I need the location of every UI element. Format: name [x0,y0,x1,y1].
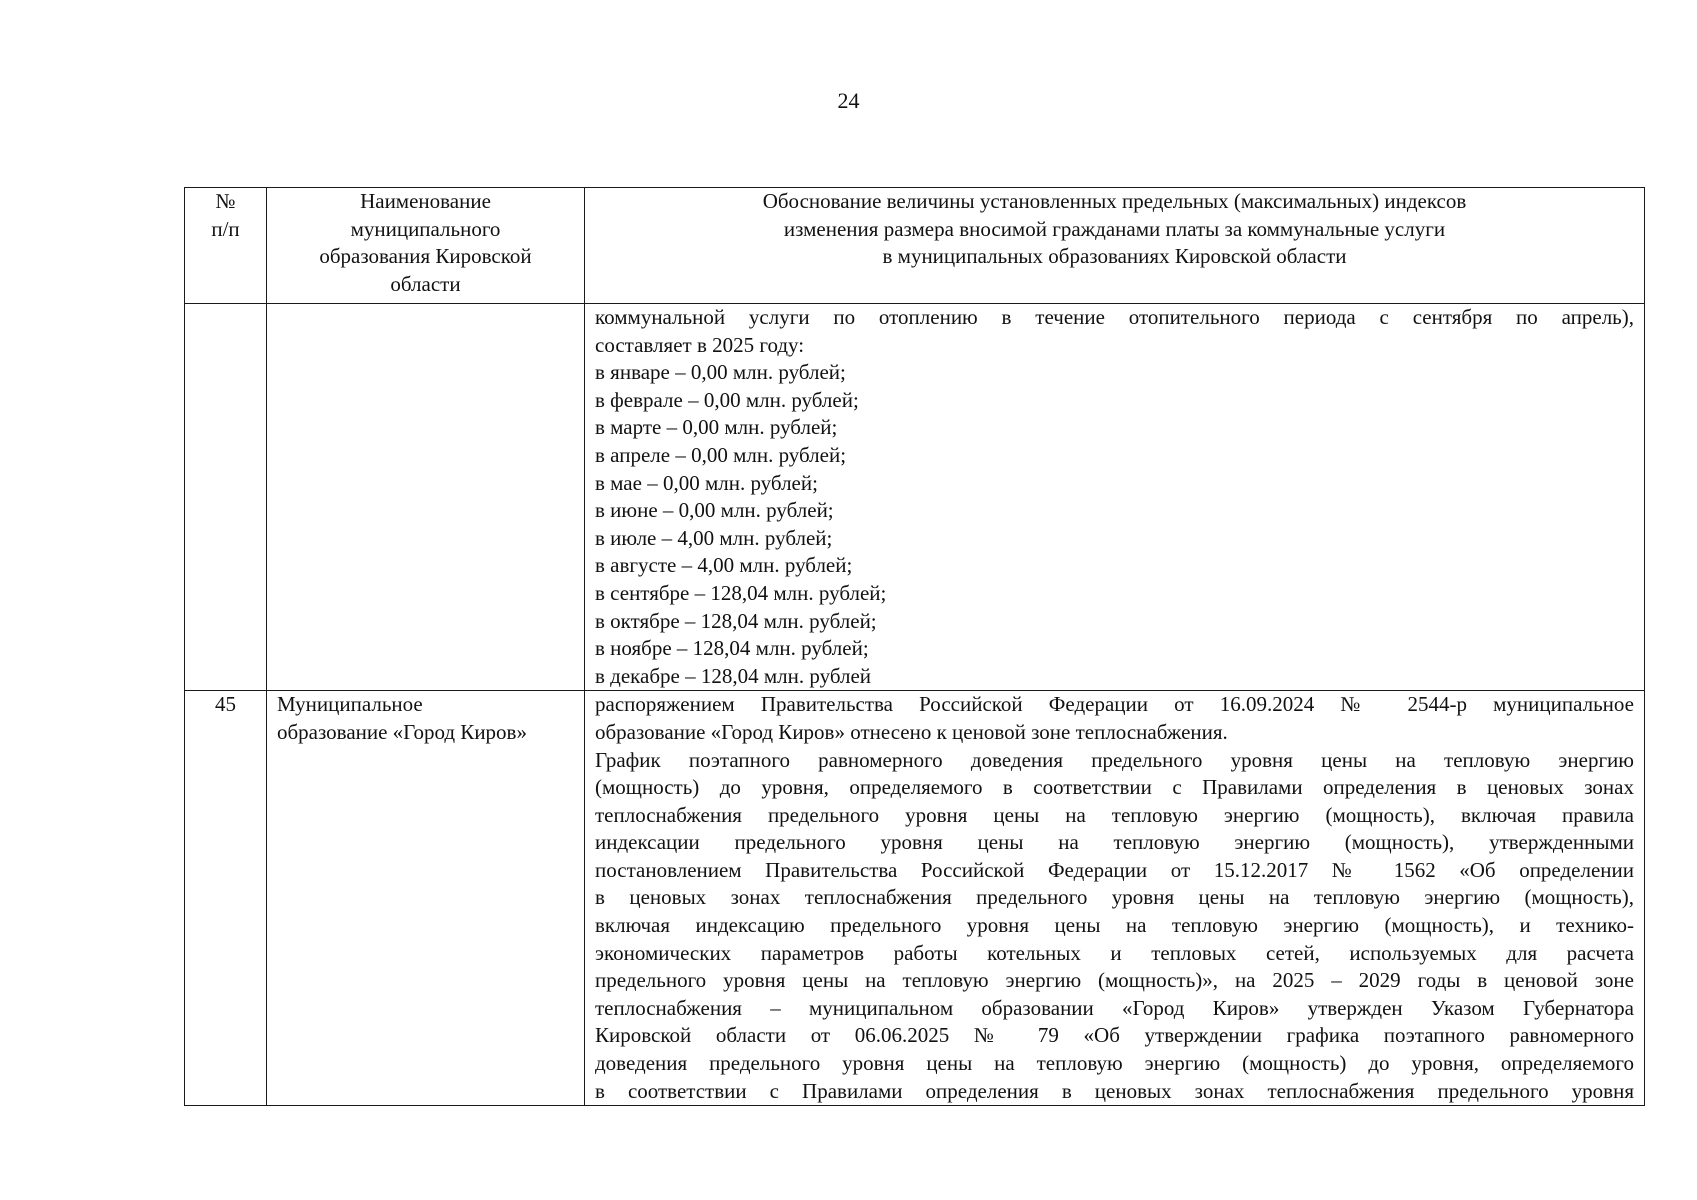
text-line: (мощность) до уровня, определяемого в соответствии с Правилами определения в ценовых зонах [595,775,1634,800]
text-line: в июле – 4,00 млн. рублей; [595,525,833,550]
text-line: в сентябре – 128,04 млн. рублей; [595,580,887,605]
text-line: в ценовых зонах теплоснабжения предельного уровня цены на тепловую энергию (мощность), [595,885,1634,910]
page-number: 24 [837,88,860,113]
text-line: образование «Город Киров» отнесено к ценовой зоне теплоснабжения. [595,719,1228,744]
header-municipality-name [267,188,585,304]
text-line: постановлением Правительства Российской Федерации от 15.12.2017 № 1562 «Об определении [595,857,1634,882]
text-line: распоряжением Правительства Российской Федерации от 16.09.2024 № 2544-р муниципальное [595,692,1634,717]
text-line: предельного уровня цены на тепловую энергию (мощность)», на 2025 – 2029 годы в ценовой зоне [595,968,1634,993]
text-line: Кировской области от 06.06.2025 № 79 «Об утверждении графика поэтапного равномерного [595,1023,1634,1048]
text-line: в июне – 0,00 млн. рублей; [595,498,834,523]
header-name-line: образования Кировской [319,244,532,268]
text-line: теплоснабжения предельного уровня цены на тепловую энергию (мощность), включая правила [595,802,1634,827]
header-justification [585,188,1645,304]
text-line: доведения предельного уровня цены на тепловую энергию (мощность) до уровня, определяемого [595,1051,1634,1076]
header-name-line: Наименование [360,189,491,213]
name-line: образование «Город Киров» [277,719,527,744]
row-number: 45 [185,691,267,1106]
text-line: в феврале – 0,00 млн. рублей; [595,387,859,412]
table-header [185,188,1645,304]
text-line: в ноябре – 128,04 млн. рублей; [595,636,869,661]
header-number [185,188,267,304]
text-line: в октябре – 128,04 млн. рублей; [595,608,877,633]
text-line: включая индексацию предельного уровня цены на тепловую энергию (мощность), и технико- [595,913,1634,938]
text-line: в апреле – 0,00 млн. рублей; [595,442,847,467]
header-justification-line: Обоснование величины установленных предельных (максимальных) индексов [762,189,1467,213]
table-row [185,691,1645,1106]
text-line: составляет в 2025 году: [595,332,805,357]
header-justification-line: изменения размера вносимой гражданами платы за коммунальные услуги [783,216,1446,241]
row-number [185,304,267,691]
row-municipality-name [267,304,585,691]
header-name-line: области [390,271,461,296]
row-municipality-name [267,691,585,1106]
justification-table [184,187,1645,1106]
table-row [185,304,1645,691]
text-line: в августе – 4,00 млн. рублей; [595,553,853,578]
text-line: в соответствии с Правилами определения в ценовых зонах теплоснабжения предельного уровня [595,1078,1634,1103]
text-line: График поэтапного равномерного доведения предельного уровня цены на тепловую энергию [595,747,1634,772]
text-line: в мае – 0,00 млн. рублей; [595,470,818,495]
text-line: в декабре – 128,04 млн. рублей [595,663,872,688]
text-line: в январе – 0,00 млн. рублей; [595,360,846,385]
text-line: в марте – 0,00 млн. рублей; [595,415,838,440]
text-line: экономических параметров работы котельных и тепловых сетей, используемых для расчета [595,940,1634,965]
header-number-line: п/п [211,216,240,241]
text-line: индексации предельного уровня цены на тепловую энергию (мощность), утвержденными [595,830,1634,855]
row-justification [585,691,1645,1106]
header-justification-line: в муниципальных образованиях Кировской области [882,244,1347,268]
text-line: коммунальной услуги по отоплению в течение отопительного периода с сентября по апрель), [595,305,1634,329]
header-name-line: муниципального [350,216,501,241]
name-line: Муниципальное [277,692,423,717]
row-justification [585,304,1645,691]
header-number-line: № [215,189,236,213]
text-line: теплоснабжения – муниципальном образовании «Город Киров» утвержден Указом Губернатора [595,995,1634,1020]
